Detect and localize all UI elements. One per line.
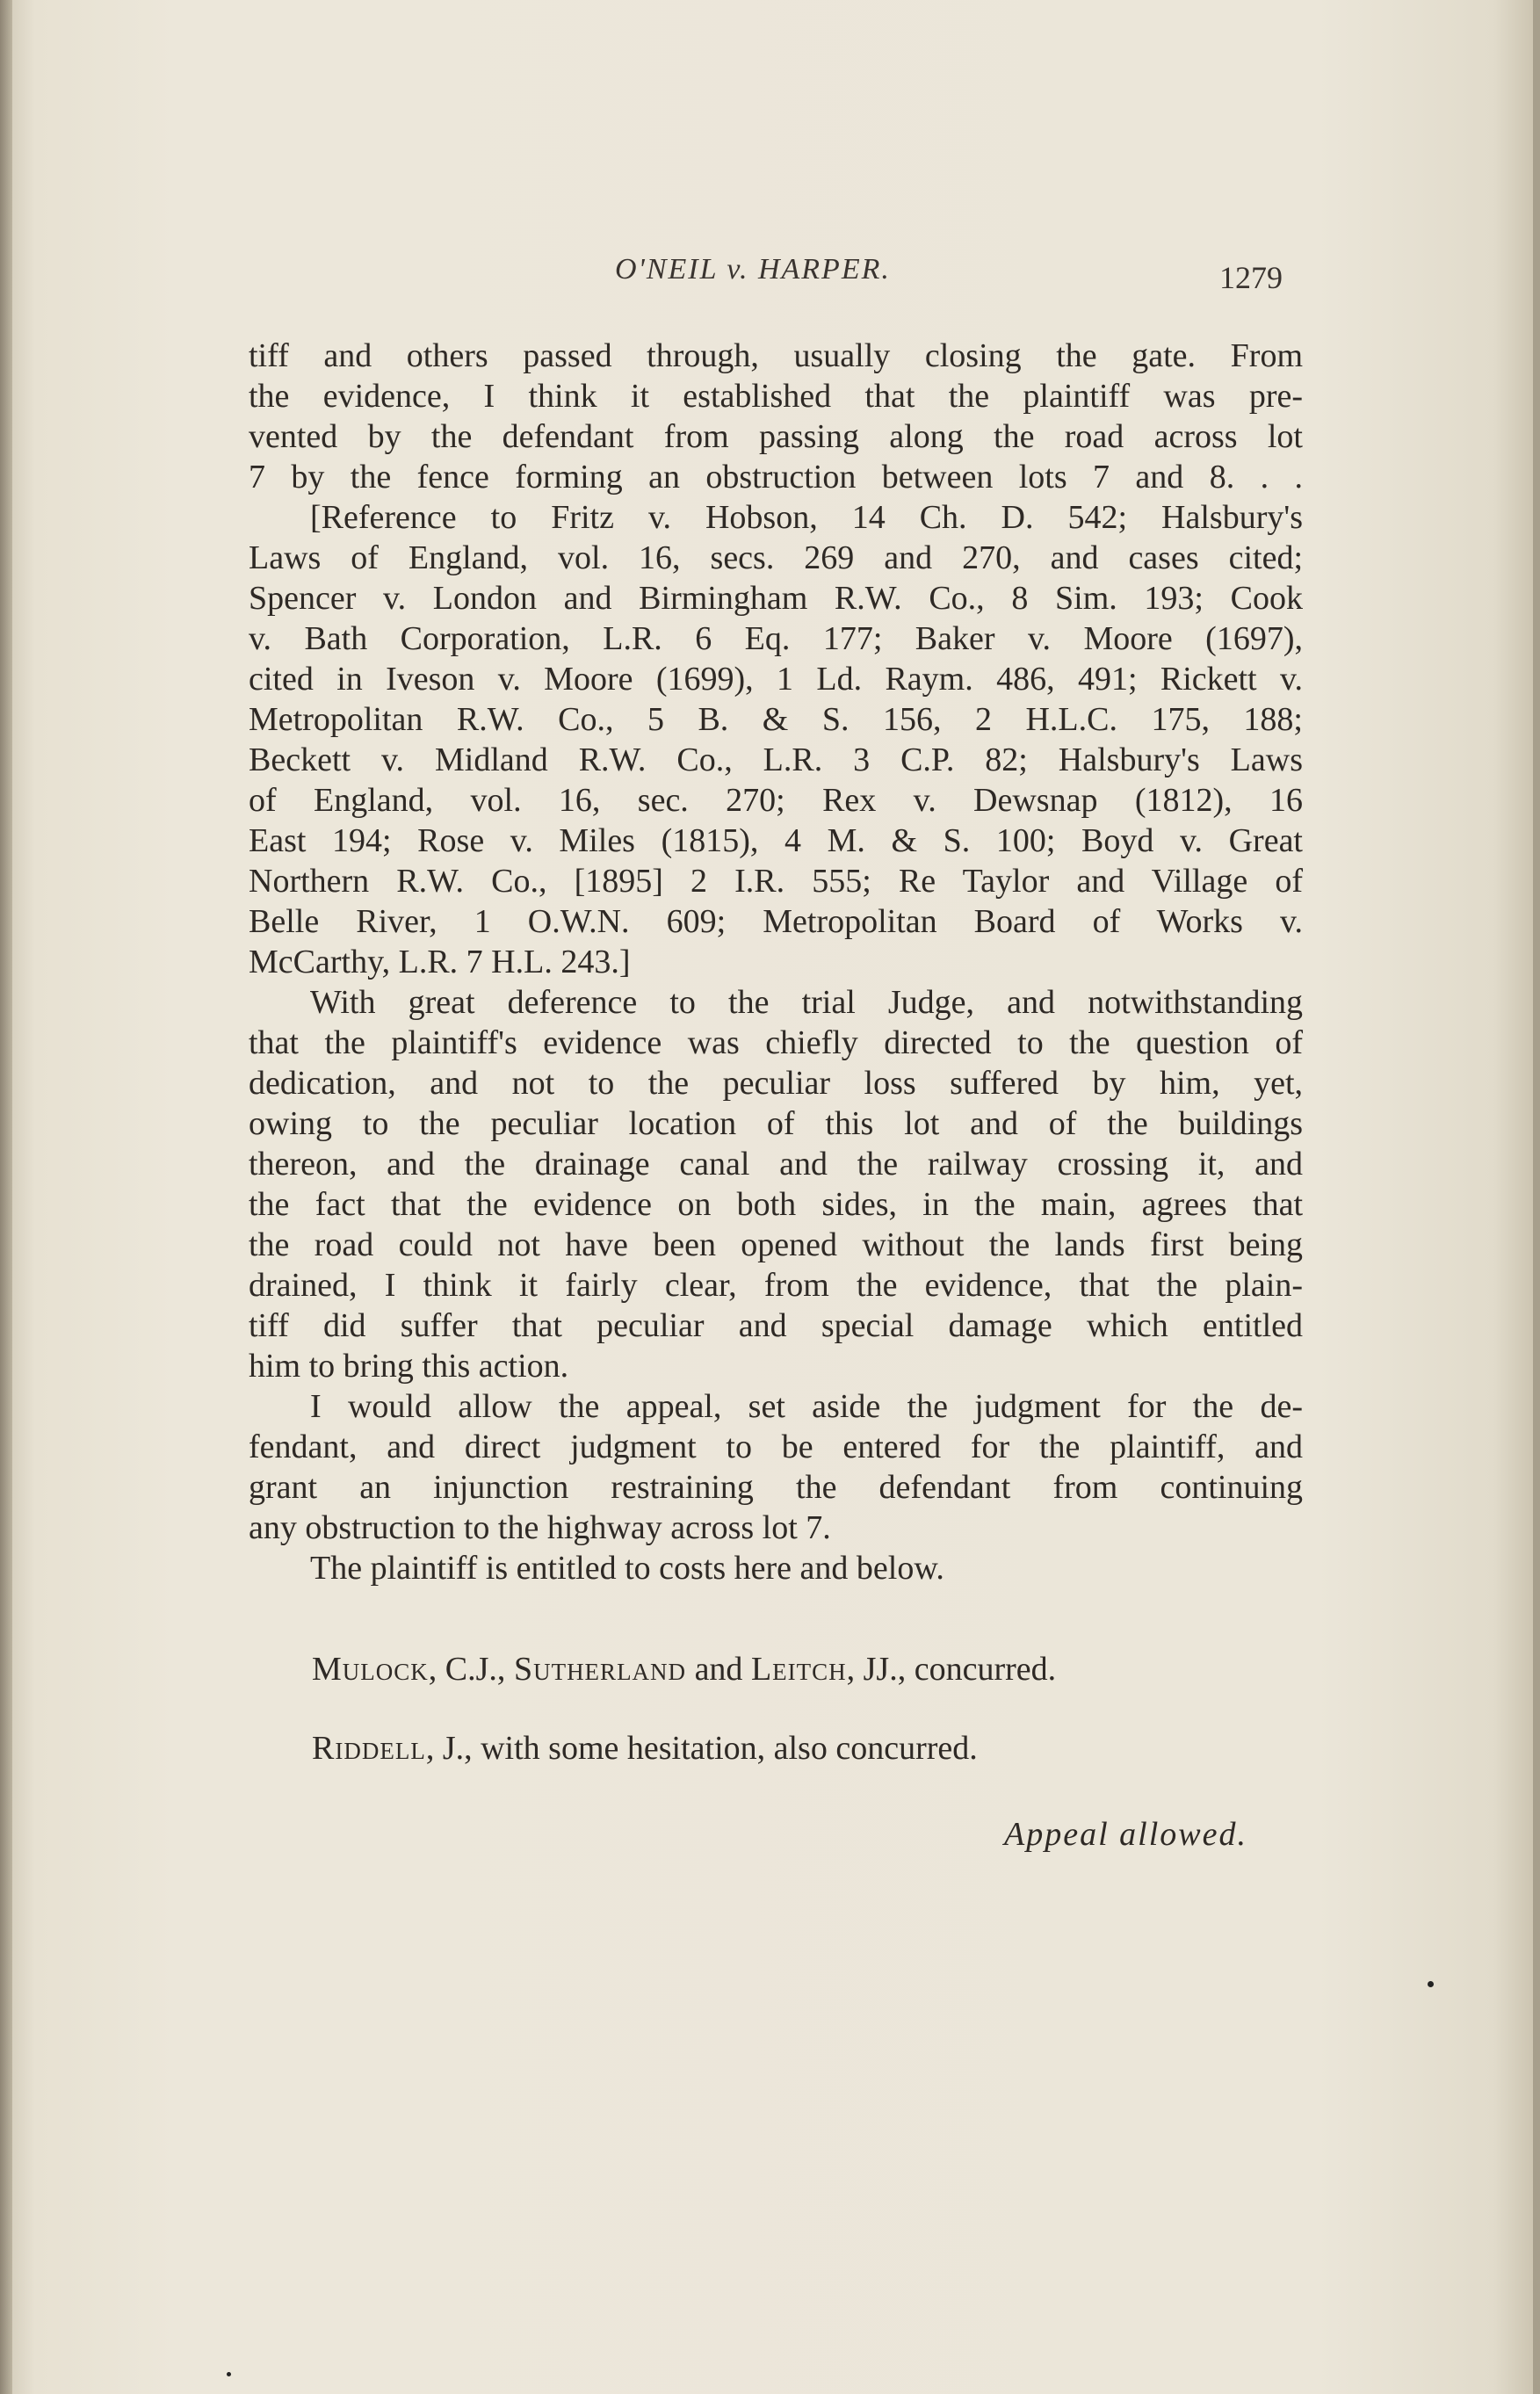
- text-line: With great deference to the trial Judge, and notwithstanding: [310, 984, 1303, 1021]
- text-line: drained, I think it fairly clear, from the evidence, that the plain-: [249, 1267, 1303, 1304]
- text-line: fendant, and direct judgment to be entered for the plaintiff, and: [249, 1428, 1303, 1465]
- concurrence-text: , JJ., concurred.: [846, 1651, 1057, 1688]
- text-line: him to bring this action.: [249, 1348, 569, 1385]
- judge-name: Mulock: [312, 1651, 429, 1688]
- paragraph-1: [249, 336, 1303, 497]
- concurrence-line-1: [312, 1650, 1056, 1689]
- text-line: The plaintiff is entitled to costs here and below.: [310, 1550, 944, 1587]
- text-line: grant an injunction restraining the defendant from continuing: [249, 1469, 1303, 1506]
- running-header-title: O'NEIL v. HARPER.: [615, 253, 891, 286]
- paragraph-costs: [249, 1548, 1303, 1588]
- text-line: McCarthy, L.R. 7 H.L. 243.]: [249, 944, 631, 980]
- text-line: owing to the peculiar location of this lot and of the buildings: [249, 1105, 1303, 1142]
- text-line: East 194; Rose v. Miles (1815), 4 M. & S. 100; Boyd v. Great: [249, 822, 1303, 859]
- text-line: thereon, and the drainage canal and the railway crossing it, and: [249, 1146, 1303, 1183]
- paragraph-opinion: [249, 982, 1303, 1386]
- text-line: I would allow the appeal, set aside the judgment for the de-: [310, 1388, 1303, 1425]
- judge-name: Riddell: [312, 1730, 426, 1767]
- text-line: of England, vol. 16, sec. 270; Rex v. Dewsnap (1812), 16: [249, 782, 1303, 819]
- text-line: the road could not have been opened without the lands first being: [249, 1226, 1303, 1263]
- text-line: tiff and others passed through, usually closing the gate. From: [249, 337, 1303, 374]
- case-result: Appeal allowed.: [1004, 1816, 1247, 1853]
- text-line: Spencer v. London and Birmingham R.W. Co., 8 Sim. 193; Cook: [249, 580, 1303, 617]
- ink-speck: [1428, 1981, 1434, 1987]
- concurrence-text: , J., with some hesitation, also concurred.: [425, 1730, 978, 1767]
- text-line: Belle River, 1 O.W.N. 609; Metropolitan Board of Works v.: [249, 903, 1303, 940]
- text-line: the evidence, I think it established that the plaintiff was pre-: [249, 378, 1303, 415]
- text-line: cited in Iveson v. Moore (1699), 1 Ld. Raym. 486, 491; Rickett v.: [249, 661, 1303, 698]
- ink-speck: [227, 2372, 231, 2376]
- text-line: that the plaintiff's evidence was chiefly directed to the question of: [249, 1024, 1303, 1061]
- text-line: Northern R.W. Co., [1895] 2 I.R. 555; Re Taylor and Village of: [249, 863, 1303, 900]
- text-line: [Reference to Fritz v. Hobson, 14 Ch. D. 542; Halsbury's: [310, 499, 1303, 536]
- text-line: tiff did suffer that peculiar and special damage which entitled: [249, 1307, 1303, 1344]
- concurrence-text: , C.J.,: [428, 1651, 514, 1688]
- text-line: v. Bath Corporation, L.R. 6 Eq. 177; Baker v. Moore (1697),: [249, 620, 1303, 657]
- concurrence-text: and: [686, 1651, 751, 1688]
- page-number: 1279: [1219, 260, 1283, 295]
- body-text: [249, 336, 1303, 1588]
- paragraph-disposition: [249, 1386, 1303, 1548]
- binding-edge: [0, 0, 12, 2394]
- text-line: Beckett v. Midland R.W. Co., L.R. 3 C.P. 82; Halsbury's Laws: [249, 741, 1303, 778]
- text-line: Metropolitan R.W. Co., 5 B. & S. 156, 2 H.L.C. 175, 188;: [249, 701, 1303, 738]
- text-line: dedication, and not to the peculiar loss suffered by him, yet,: [249, 1065, 1303, 1102]
- text-line: Laws of England, vol. 16, secs. 269 and 270, and cases cited;: [249, 539, 1303, 576]
- page-edge: [1533, 0, 1540, 2394]
- text-line: any obstruction to the highway across lot 7.: [249, 1509, 831, 1546]
- concurrence-line-2: [312, 1729, 978, 1768]
- judge-name: Sutherland: [513, 1651, 687, 1688]
- judge-name: Leitch: [750, 1651, 847, 1688]
- paragraph-references: [249, 497, 1303, 982]
- text-line: vented by the defendant from passing along the road across lot: [249, 418, 1303, 455]
- text-line: 7 by the fence forming an obstruction between lots 7 and 8. . .: [249, 459, 1303, 495]
- text-line: the fact that the evidence on both sides, in the main, agrees that: [249, 1186, 1303, 1223]
